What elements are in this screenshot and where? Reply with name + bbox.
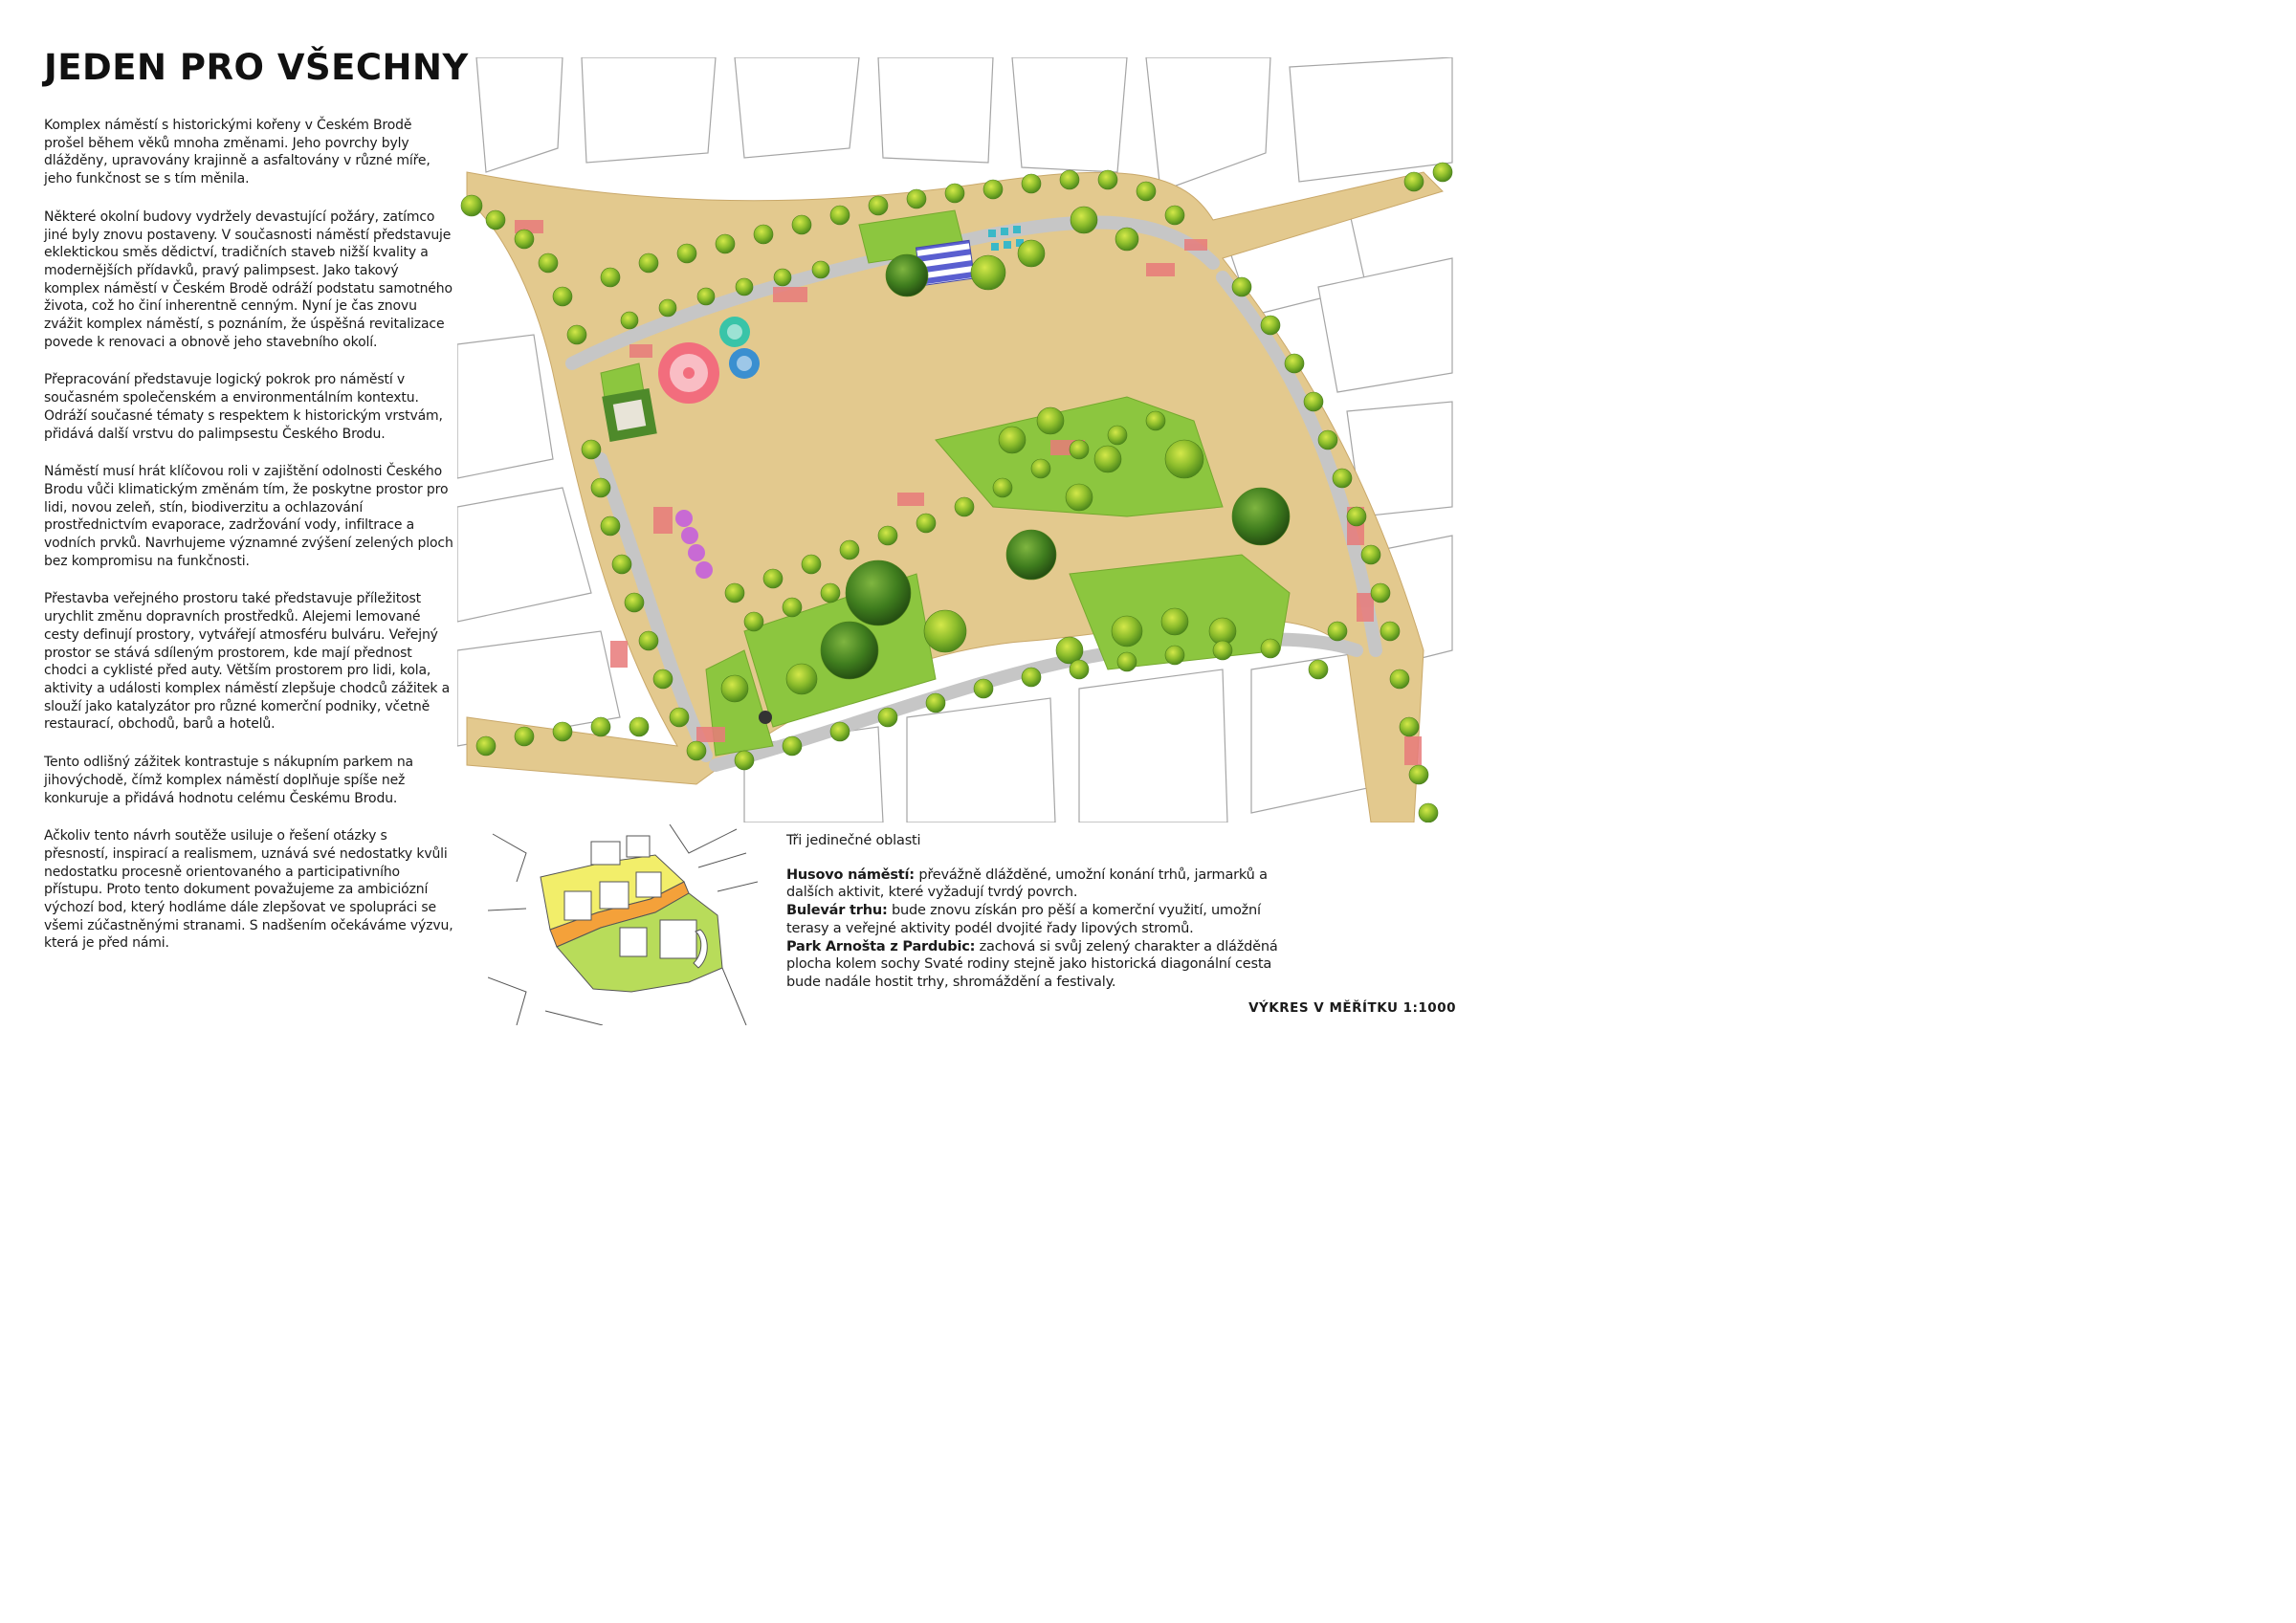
legend-item-name: Park Arnošta z Pardubic: [786,938,976,954]
paragraph-7: Ačkoliv tento návrh soutěže usiluje o řešení otázky s přesností, inspirací a realismem, uznává své nedostatky kvůli nedostatku procesně orientovaného a participativního přístupu. Proto tento dokument považujeme za ambiciózní výchozí bod, který hodláme dále zlepšovat ve spolupráci se všemi zúčastněnými stranami. S nadšením očekáváme výzvu, která je před námi. [44,828,453,952]
page-title: JEDEN PRO VŠECHNY [44,47,469,88]
site-plan [457,57,1462,822]
paragraph-2: Některé okolní budovy vydržely devastující požáry, zatímco jiné byly znovu postaveny. V současnosti náměstí představuje eklektickou směs dědictví, tradičních staveb nižší kvality a modernějších přídavků, pravý palimpsest. Jako takový komplex náměstí v Českém Brodě odráží podstatu samotného života, což ho činí inherentně cenným. Nyní je čas znovu zvážit komplex náměstí, s poznáním, že úspěšná revitalizace povede k renovaci a obnově jeho stavebního okolí. [44,208,453,350]
paragraph-6: Tento odlišný zážitek kontrastuje s nákupním parkem na jihovýchodě, čímž komplex náměstí doplňuje spíše než konkuruje a přidává hodnotu celému Českému Brodu. [44,755,413,806]
legend-item-bulevar [786,902,1303,937]
legend-item-text: bude znovu získán pro pěší a komerční využití, umožní terasy a veřejné aktivity podél dvojité řady lipových stromů. [786,903,1261,936]
paragraph-3: Přepracování představuje logický pokrok pro náměstí v současném společenském a environmentálním kontextu. Odráží současné tématy s respektem k historickým vrstvám, přidává další vrstvu do palimpsestu Českého Brodu. [44,372,443,442]
legend-item-husovo [786,866,1303,902]
paragraph-4: Náměstí musí hrát klíčovou roli v zajištění odolnosti Českého Brodu vůči klimatickým změnám tím, že poskytne prostor pro lidi, novou zeleň, stín, biodiverzitu a ochlazování prostřednictvím evaporace, zadržování vody, infiltrace a vodních prvků. Navrhujeme významné zvýšení zelených ploch bez kompromisu na funkčnosti. [44,464,453,569]
legend-item-text: zachová si svůj zelený charakter a dlážděná plocha kolem sochy Svaté rodiny stejně jako historická diagonální cesta bude nadále hostit trhy, shromáždění a festivaly. [786,938,1278,990]
legend-title: Tři jedinečné oblasti [786,833,921,848]
legend-item-name: Husovo náměstí: [786,866,915,883]
legend-item-park [786,938,1303,992]
legend-item-text: převážně dlážděné, umožní konání trhů, jarmarků a dalších aktivit, které vyžadují tvrdý povrch. [786,866,1268,901]
scale-label: VÝKRES V MĚŘÍTKU 1:1000 [1248,1000,1456,1016]
paragraph-5: Přestavba veřejného prostoru také představuje příležitost urychlit změnu dopravních prostředků. Alejemi lemované cesty definují prostory, vytvářejí atmosféru bulváru. Veřejný prostor se stává sdíleným prostorem, kde mají přednost chodci a cyklisté před auty. Větším prostorem pro lidi, kola, aktivity a události komplex náměstí zlepšuje chodců zážitek a slouží jako katalyzátor pro různé komerční podniky, včetně restaurací, obchodů, barů a hotelů. [44,591,451,733]
zones-diagram [488,824,758,1025]
zones-legend [786,832,1303,992]
legend-item-name: Bulevár trhu: [786,903,888,919]
description-text [44,117,453,973]
paragraph-1: Komplex náměstí s historickými kořeny v Českém Brodě prošel během věků mnoha změnami. Jeho povrchy byly dlážděny, upravovány krajinně a asfaltovány v různé míře, jeho funkčnost se s tím měnila. [44,118,430,187]
